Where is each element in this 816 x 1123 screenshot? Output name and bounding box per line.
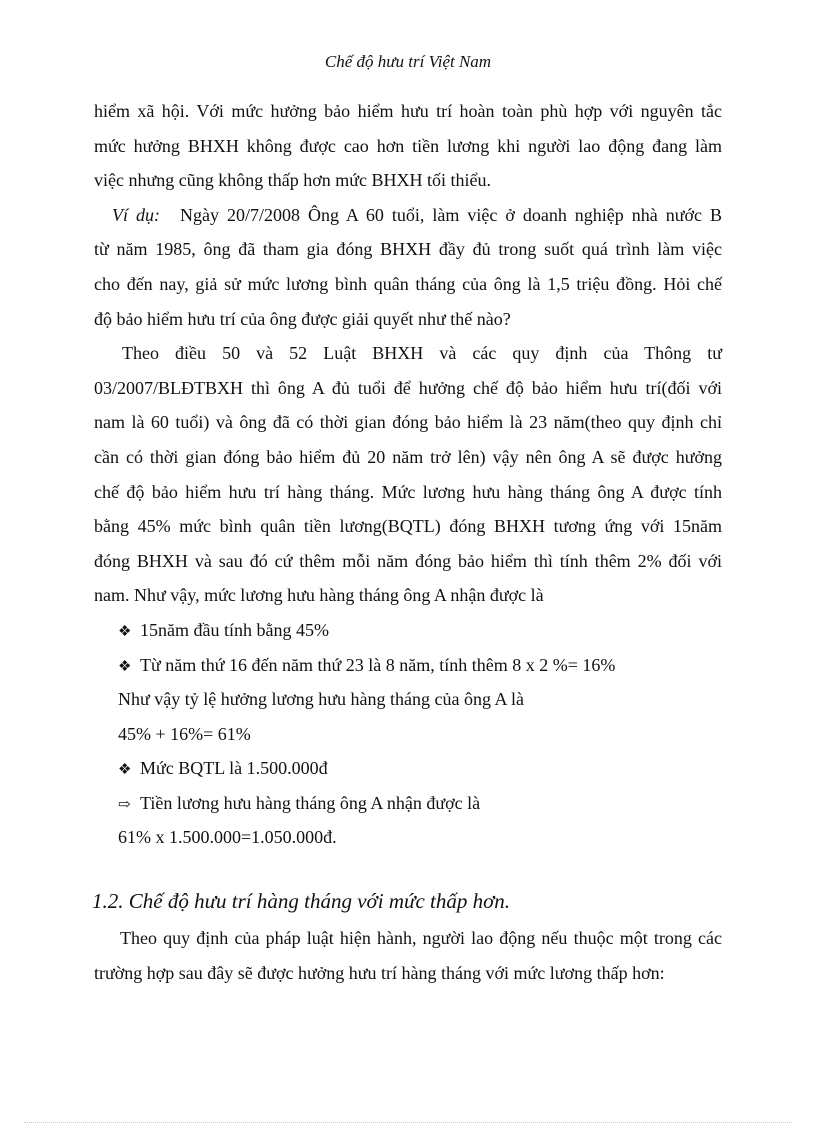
body-line: bằng 45% mức bình quân tiền lương(BQTL) đóng BHXH tương ứng với 15năm <box>94 516 722 537</box>
body-line: 03/2007/BLĐTBXH thì ông A đủ tuổi để hưởng chế độ bảo hiểm hưu trí(đối với <box>94 377 722 398</box>
body-line: độ bảo hiểm hưu trí của ông được giải quyết như thế nào? <box>94 308 511 329</box>
right-arrow-icon: ⇨ <box>118 796 131 813</box>
arrow-item <box>94 786 722 821</box>
body-line: nam là 60 tuổi) và ông đã có thời gian đóng bảo hiểm là 23 năm(theo quy định chỉ <box>94 412 722 433</box>
body-line: hiểm xã hội. Với mức hưởng bảo hiểm hưu trí hoàn toàn phù hợp với nguyên tắc <box>94 101 722 121</box>
running-header: Chế độ hưu trí Việt Nam <box>324 52 492 71</box>
body-line: chế độ bảo hiểm hưu trí hàng tháng. Mức lương hưu hàng tháng ông A được tính <box>94 481 722 502</box>
diamond-bullet-icon: ❖ <box>118 658 132 675</box>
body-line: Theo quy định của pháp luật hiện hành, người lao động nếu thuộc một trong các <box>120 928 722 949</box>
diamond-bullet-icon: ❖ <box>118 623 132 640</box>
body-line: trường hợp sau đây sẽ được hưởng hưu trí hàng tháng với mức lương thấp hơn: <box>94 962 665 983</box>
bullet-item <box>94 613 722 648</box>
example-label: Ví dụ: <box>112 204 160 225</box>
body-line: từ năm 1985, ông đã tham gia đóng BHXH đầy đủ trong suốt quá trình làm việc <box>94 239 722 260</box>
body-line: đóng BHXH và sau đó cứ thêm mỗi năm đóng bảo hiểm thì tính thêm 2% đối với <box>94 550 722 571</box>
ratio-value: 45% + 16%= 61% <box>118 723 251 744</box>
example-first-line <box>94 198 722 233</box>
body-line: Theo điều 50 và 52 Luật BHXH và các quy định của Thông tư <box>122 343 722 364</box>
body-line: việc nhưng cũng không thấp hơn mức BHXH tối thiểu. <box>94 170 491 191</box>
section-heading: 1.2. Chế độ hưu trí hàng tháng với mức thấp hơn. <box>92 889 511 914</box>
bullet-item <box>94 648 722 683</box>
bullet-text: Mức BQTL là 1.500.000đ <box>140 758 328 779</box>
arrow-text: Tiền lương hưu hàng tháng ông A nhận được là <box>140 792 481 813</box>
bullet-text: Từ năm thứ 16 đến năm thứ 23 là 8 năm, tính thêm 8 x 2 %= 16% <box>140 654 616 675</box>
body-line: nam. Như vậy, mức lương hưu hàng tháng ông A nhận được là <box>94 585 544 606</box>
body-line: cần có thời gian đóng bảo hiểm đủ 20 năm trở lên) vậy nên ông A sẽ được hưởng <box>94 446 722 467</box>
bullet-item <box>94 751 722 786</box>
ratio-text: Như vậy tỷ lệ hưởng lương hưu hàng tháng của ông A là <box>118 689 525 710</box>
diamond-bullet-icon: ❖ <box>118 762 132 779</box>
result-value: 61% x 1.500.000=1.050.000đ. <box>118 827 337 848</box>
bullet-text: 15năm đầu tính bằng 45% <box>140 619 329 640</box>
page-body <box>94 94 722 990</box>
body-line: mức hưởng BHXH không được cao hơn tiền lương khi người lao động đang làm <box>94 135 722 156</box>
body-line: cho đến nay, giả sử mức lương bình quân tháng của ông là 1,5 triệu đồng. Hỏi chế <box>94 273 722 294</box>
example-text: Ngày 20/7/2008 Ông A 60 tuổi, làm việc ở doanh nghiệp nhà nước B <box>179 204 722 225</box>
